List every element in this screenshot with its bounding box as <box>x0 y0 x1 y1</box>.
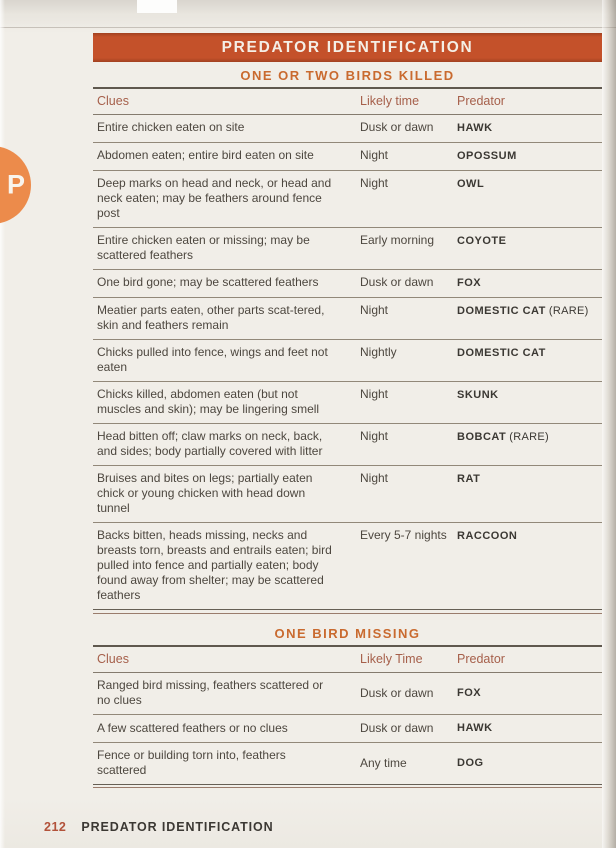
predator-cell <box>457 143 602 171</box>
likely-time-cell: Night <box>360 298 457 340</box>
table-row <box>93 424 602 466</box>
likely-time-cell: Any time <box>360 755 407 770</box>
table-row <box>93 298 602 340</box>
table-section <box>93 68 602 614</box>
predator-cell <box>457 673 602 715</box>
predator-name: FOX <box>457 687 482 699</box>
predator-cell <box>457 171 602 228</box>
predator-cell <box>457 743 602 785</box>
page-footer <box>44 820 274 834</box>
clue-cell: Backs bitten, heads missing, necks and breasts torn, breasts and entrails eaten; bird pulled into fence and partially eaten; body found away from shelter; may be scattered feathers <box>97 528 332 602</box>
predator-name: FOX <box>457 277 482 289</box>
clue-cell: One bird gone; may be scattered feathers <box>93 270 360 298</box>
side-tab-letter: P <box>7 169 26 200</box>
sections <box>93 62 602 788</box>
table-row <box>93 523 602 610</box>
clue-cell: Abdomen eaten; entire bird eaten on site <box>93 143 360 171</box>
table-row <box>93 673 602 715</box>
section-heading: ONE OR TWO BIRDS KILLED <box>240 68 455 83</box>
clue-cell: Head bitten off; claw marks on neck, back, and sides; body partially covered with litter <box>93 424 360 466</box>
page-title-bar <box>93 33 602 62</box>
predator-name: DOMESTIC CAT <box>457 347 546 359</box>
table-row <box>93 270 602 298</box>
predator-name: OWL <box>457 178 485 190</box>
predator-name: BOBCAT <box>457 431 507 443</box>
column-header-predator: Predator <box>457 646 602 673</box>
predator-cell <box>457 115 602 143</box>
clue-cell: Entire chicken eaten on site <box>93 115 360 143</box>
predator-name: SKUNK <box>457 389 499 401</box>
predator-cell <box>457 523 602 610</box>
table-row <box>93 115 602 143</box>
column-header-clues: Clues <box>93 88 360 115</box>
scan-right-page-edge <box>602 0 616 848</box>
table-row <box>93 340 602 382</box>
predator-name: DOMESTIC CAT <box>457 305 546 317</box>
column-header-likely-time: Likely time <box>360 88 457 115</box>
predator-rarity-note: (RARE) <box>509 431 549 443</box>
predator-cell <box>457 340 602 382</box>
predator-name: OPOSSUM <box>457 150 517 162</box>
predator-cell <box>457 382 602 424</box>
likely-time-cell: Dusk or dawn <box>360 115 457 143</box>
clue-cell: Chicks pulled into fence, wings and feet not eaten <box>93 340 360 382</box>
likely-time-cell: Dusk or dawn <box>360 673 457 715</box>
clue-cell: A few scattered feathers or no clues <box>93 715 360 743</box>
likely-time-cell: Night <box>360 424 457 466</box>
table-row <box>93 466 602 523</box>
predator-name: DOG <box>457 757 484 769</box>
clue-cell: Fence or building torn into, feathers scattered <box>97 748 286 777</box>
likely-time-cell: Night <box>360 382 457 424</box>
likely-time-cell: Every 5-7 nights <box>360 528 447 542</box>
table-row <box>93 743 602 785</box>
predator-rarity-note: (RARE) <box>548 305 589 317</box>
likely-time-cell: Early morning <box>360 228 457 270</box>
column-header-predator: Predator <box>457 88 602 115</box>
predator-table <box>93 87 602 609</box>
predator-name: HAWK <box>457 722 493 734</box>
scan-top-edge <box>0 0 616 28</box>
predator-table <box>93 645 602 784</box>
section-heading: ONE BIRD MISSING <box>274 626 421 641</box>
predator-cell <box>457 466 602 523</box>
clue-cell: Deep marks on head and neck, or head and neck eaten; may be feathers around fence post <box>93 171 360 228</box>
page-title: PREDATOR IDENTIFICATION <box>221 38 474 56</box>
likely-time-cell: Nightly <box>360 340 457 382</box>
likely-time-cell: Night <box>360 143 457 171</box>
predator-name: COYOTE <box>457 235 507 247</box>
predator-cell <box>457 424 602 466</box>
table-row <box>93 228 602 270</box>
likely-time-cell: Dusk or dawn <box>360 270 457 298</box>
clue-cell: Entire chicken eaten or missing; may be scattered feathers <box>93 228 360 270</box>
footer-chapter-title: PREDATOR IDENTIFICATION <box>81 820 274 834</box>
table-row <box>93 382 602 424</box>
predator-name: HAWK <box>457 122 493 134</box>
clue-cell: Chicks killed, abdomen eaten (but not muscles and skin); may be lingering smell <box>93 382 360 424</box>
clue-cell: Meatier parts eaten, other parts scat-tered, skin and feathers remain <box>93 298 360 340</box>
table-row <box>93 715 602 743</box>
clue-cell: Bruises and bites on legs; partially eaten chick or young chicken with head down tunnel <box>93 466 360 523</box>
predator-cell <box>457 270 602 298</box>
table-header-row <box>93 646 602 673</box>
table-row <box>93 143 602 171</box>
predator-cell <box>457 228 602 270</box>
predator-name: RAT <box>457 473 481 485</box>
likely-time-cell: Dusk or dawn <box>360 715 457 743</box>
column-header-clues: Clues <box>93 646 360 673</box>
page-number: 212 <box>44 820 67 834</box>
predator-name: RACCOON <box>457 530 518 542</box>
likely-time-cell: Night <box>360 171 457 228</box>
table-section <box>93 626 602 788</box>
predator-cell <box>457 298 602 340</box>
alphabet-side-tab <box>0 146 31 224</box>
predator-cell <box>457 715 602 743</box>
scan-top-notch <box>137 0 177 13</box>
table-header-row <box>93 88 602 115</box>
column-header-likely-time: Likely Time <box>360 646 457 673</box>
likely-time-cell: Night <box>360 466 457 523</box>
section-end-rule <box>93 609 602 614</box>
section-end-rule <box>93 784 602 788</box>
table-row <box>93 171 602 228</box>
scan-left-edge <box>0 0 5 848</box>
clue-cell: Ranged bird missing, feathers scattered or no clues <box>93 673 360 715</box>
